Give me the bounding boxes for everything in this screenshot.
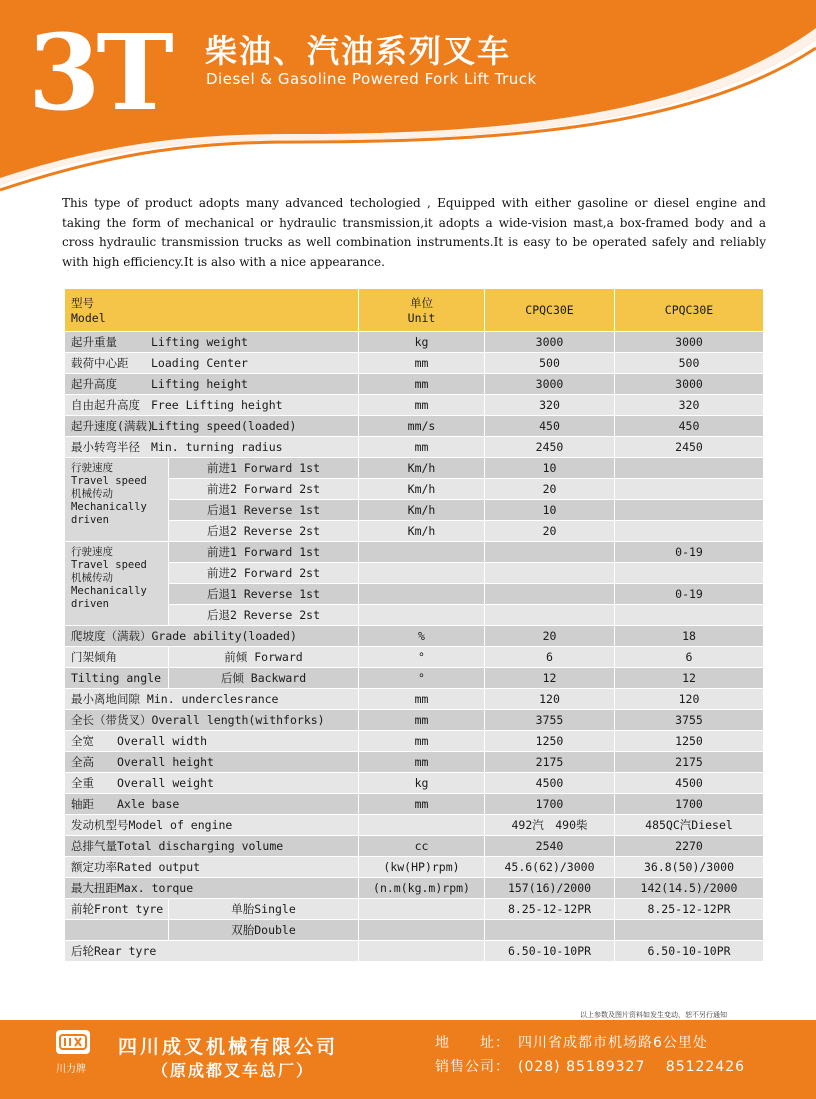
company-former-name: （原成都叉车总厂） — [152, 1061, 315, 1080]
tilt-forward-row — [65, 647, 764, 668]
gear-cn: 前进2 — [206, 566, 237, 580]
spec-unit: mm — [359, 374, 485, 395]
company-address: 地 址： 四川省成都市机场路6公里处 — [435, 1035, 708, 1051]
spec-row — [65, 332, 764, 353]
speed-unit — [359, 563, 485, 584]
speed-unit — [359, 542, 485, 563]
spec-unit: mm — [359, 689, 485, 710]
gear-cn: 后退2 — [206, 608, 237, 622]
group-label-line: driven — [71, 514, 109, 526]
title-chinese: 柴油、汽油系列叉车 — [205, 32, 512, 70]
front-tyre-value-2: 8.25-12-12PR — [615, 899, 764, 920]
spec-row — [65, 353, 764, 374]
spec-value-2: 500 — [615, 353, 764, 374]
speed-unit: Km/h — [359, 500, 485, 521]
spec-value-2: 1700 — [615, 794, 764, 815]
group-label-line: 行驶速度 — [71, 546, 113, 558]
spec-value-2: 2270 — [615, 836, 764, 857]
rear-tyre-value-1: 6.50-10-10PR — [485, 941, 615, 962]
travel-speed-group-label — [65, 542, 169, 626]
gear-cn: 后退1 — [206, 503, 237, 517]
spec-value-2: 3755 — [615, 710, 764, 731]
group-label-line: 机械传动 — [71, 488, 113, 500]
header-model-cn: 型号 — [71, 296, 94, 310]
speed-value-1 — [485, 542, 615, 563]
spec-label-cn: 起升高度 — [71, 377, 117, 391]
speed-value-1 — [485, 584, 615, 605]
tilt-value-1: 12 — [485, 668, 615, 689]
group-label-line: Travel speed — [71, 559, 147, 571]
gear-en: Forward 2st — [243, 566, 321, 580]
gear-cn: 后退1 — [206, 587, 237, 601]
spec-label-en: Loading Center — [151, 356, 248, 370]
speed-gear-label — [169, 479, 359, 500]
spec-unit: mm — [359, 395, 485, 416]
rear-tyre-label: 后轮Rear tyre — [65, 941, 359, 962]
group-label-line: Mechanically — [71, 501, 147, 513]
speed-gear-label — [169, 605, 359, 626]
grade-value-2: 18 — [615, 626, 764, 647]
rear-tyre-value-2: 6.50-10-10PR — [615, 941, 764, 962]
spec-row — [65, 710, 764, 731]
spec-label — [65, 353, 359, 374]
speed-value-2 — [615, 458, 764, 479]
spec-unit: mm — [359, 794, 485, 815]
brand-name: 川力牌 — [56, 1064, 86, 1075]
speed-gear-label — [169, 500, 359, 521]
spec-value-2: 3000 — [615, 374, 764, 395]
footer-bar — [0, 1020, 816, 1099]
speed-row — [65, 563, 764, 584]
brand-logo-icon — [56, 1030, 90, 1054]
header-model-en: Model — [71, 311, 106, 325]
spec-label: 最小离地间隙 Min. underclesrance — [65, 689, 359, 710]
spec-value-1: 157(16)/2000 — [485, 878, 615, 899]
spec-row — [65, 857, 764, 878]
spec-row — [65, 752, 764, 773]
gear-cn: 后退2 — [206, 524, 237, 538]
spec-label: 全长（带货叉）Overall length(withforks) — [65, 710, 359, 731]
tilt-direction: 前倾 Forward — [169, 647, 359, 668]
speed-value-2 — [615, 605, 764, 626]
spec-label — [65, 332, 359, 353]
spec-value-1: 120 — [485, 689, 615, 710]
spec-value-2: 450 — [615, 416, 764, 437]
front-tyre-value-1: 8.25-12-12PR — [485, 899, 615, 920]
gear-en: Forward 2st — [243, 482, 321, 496]
speed-value-2 — [615, 521, 764, 542]
intro-paragraph: This type of product adopts many advanced techologied , Equipped with either gasoline or diesel engine and taking the form of mechanical or hydraulic transmission,it adopts a wide-vision mast,a box-framed body and a cross hydraulic transmission trucks as well combination instruments.It is easy to be operated safely and reliably with high efficiency.It is also with a nice appearance. — [62, 196, 766, 269]
rear-tyre-row — [65, 941, 764, 962]
spec-label-cn: 起升速度(满载) — [71, 419, 154, 433]
spec-label-cn: 起升重量 — [71, 335, 117, 349]
spec-label: 发动机型号Model of engine — [65, 815, 359, 836]
spec-label: 总排气量Total discharging volume — [65, 836, 359, 857]
tilt-value-1: 6 — [485, 647, 615, 668]
header-unit-cn: 单位 — [410, 296, 433, 310]
spec-unit — [359, 815, 485, 836]
company-name: 四川成叉机械有限公司 — [118, 1036, 339, 1058]
speed-value-1: 20 — [485, 479, 615, 500]
spec-value-2: 120 — [615, 689, 764, 710]
double-tyre-value-1 — [485, 920, 615, 941]
travel-speed-group-label — [65, 458, 169, 542]
spec-value-1: 450 — [485, 416, 615, 437]
header-unit-cell — [359, 289, 485, 332]
group-label-line: 机械传动 — [71, 572, 113, 584]
spec-label: 全重 Overall weight — [65, 773, 359, 794]
spec-table — [64, 288, 764, 962]
gear-cn: 前进2 — [206, 482, 237, 496]
speed-value-2: 0-19 — [615, 584, 764, 605]
spec-value-1: 320 — [485, 395, 615, 416]
grade-label: 爬坡度（满载）Grade ability(loaded) — [65, 626, 359, 647]
spec-value-2: 2450 — [615, 437, 764, 458]
speed-value-1 — [485, 605, 615, 626]
spec-unit: cc — [359, 836, 485, 857]
spec-unit: kg — [359, 773, 485, 794]
speed-gear-label — [169, 542, 359, 563]
spec-label-cn: 最小转弯半径 — [71, 440, 140, 454]
speed-unit: Km/h — [359, 479, 485, 500]
front-tyre-type: 单胎Single — [169, 899, 359, 920]
double-tyre-value-2 — [615, 920, 764, 941]
spec-row — [65, 437, 764, 458]
spec-label: 全高 Overall height — [65, 752, 359, 773]
speed-row — [65, 458, 764, 479]
speed-value-2 — [615, 500, 764, 521]
header-model-1: CPQC30E — [485, 289, 615, 332]
spec-value-2: 2175 — [615, 752, 764, 773]
spec-label-en: Lifting height — [151, 377, 248, 391]
double-tyre-unit — [359, 920, 485, 941]
spec-value-1: 4500 — [485, 773, 615, 794]
spec-value-2: 1250 — [615, 731, 764, 752]
spec-label-cn: 载荷中心距 — [71, 356, 129, 370]
speed-row — [65, 500, 764, 521]
spec-value-1: 3755 — [485, 710, 615, 731]
spec-value-2: 3000 — [615, 332, 764, 353]
speed-value-2 — [615, 563, 764, 584]
spec-value-1: 492汽 490柴 — [485, 815, 615, 836]
header-model-2: CPQC30E — [615, 289, 764, 332]
speed-value-1 — [485, 563, 615, 584]
gear-en: Forward 1st — [243, 545, 321, 559]
rear-tyre-unit — [359, 941, 485, 962]
tilt-label: Tilting angle — [65, 668, 169, 689]
gear-cn: 前进1 — [206, 545, 237, 559]
spec-row — [65, 878, 764, 899]
speed-value-1: 10 — [485, 500, 615, 521]
spec-label: 轴距 Axle base — [65, 794, 359, 815]
front-tyre-label: 前轮Front tyre — [65, 899, 169, 920]
spec-label-en: Min. turning radius — [151, 440, 283, 454]
front-tyre-row — [65, 899, 764, 920]
model-capacity-title: 3T — [28, 11, 170, 134]
spec-row — [65, 836, 764, 857]
spec-unit: mm/s — [359, 416, 485, 437]
speed-gear-label — [169, 521, 359, 542]
spec-value-1: 500 — [485, 353, 615, 374]
spec-value-1: 3000 — [485, 332, 615, 353]
speed-row — [65, 521, 764, 542]
spec-value-1: 1700 — [485, 794, 615, 815]
tilt-value-2: 12 — [615, 668, 764, 689]
double-tyre-blank — [65, 920, 169, 941]
spec-label-cn: 自由起升高度 — [71, 398, 140, 412]
spec-label: 最大扭距Max. torque — [65, 878, 359, 899]
tilt-unit: ° — [359, 668, 485, 689]
spec-value-1: 3000 — [485, 374, 615, 395]
spec-unit: mm — [359, 731, 485, 752]
grade-row — [65, 626, 764, 647]
spec-label-en: Free Lifting height — [151, 398, 283, 412]
tilt-label: 门架倾角 — [65, 647, 169, 668]
speed-gear-label — [169, 584, 359, 605]
title-english: Diesel & Gasoline Powered Fork Lift Truck — [206, 70, 537, 88]
speed-value-2: 0-19 — [615, 542, 764, 563]
spec-value-1: 2540 — [485, 836, 615, 857]
spec-unit: mm — [359, 353, 485, 374]
spec-row — [65, 731, 764, 752]
spec-unit: mm — [359, 710, 485, 731]
tilt-value-2: 6 — [615, 647, 764, 668]
spec-label-en: Lifting speed(loaded) — [151, 419, 297, 433]
spec-label — [65, 437, 359, 458]
spec-row — [65, 815, 764, 836]
speed-unit — [359, 584, 485, 605]
tilt-direction: 后倾 Backward — [169, 668, 359, 689]
spec-unit: (n.m(kg.m)rpm) — [359, 878, 485, 899]
table-header-row — [65, 289, 764, 332]
double-tyre-type: 双胎Double — [169, 920, 359, 941]
spec-label: 全宽 Overall width — [65, 731, 359, 752]
spec-row — [65, 794, 764, 815]
spec-unit: kg — [359, 332, 485, 353]
front-tyre-unit — [359, 899, 485, 920]
group-label-line: Travel speed — [71, 475, 147, 487]
speed-value-1: 10 — [485, 458, 615, 479]
gear-en: Forward 1st — [243, 461, 321, 475]
gear-en: Reverse 2st — [243, 608, 321, 622]
speed-row — [65, 584, 764, 605]
group-label-line: Mechanically — [71, 585, 147, 597]
spec-label: 额定功率Rated output — [65, 857, 359, 878]
spec-value-1: 2175 — [485, 752, 615, 773]
group-label-line: driven — [71, 598, 109, 610]
tilt-unit: ° — [359, 647, 485, 668]
gear-en: Reverse 2st — [243, 524, 321, 538]
gear-cn: 前进1 — [206, 461, 237, 475]
sales-phone: 销售公司： (028) 85189327 85122426 — [435, 1059, 746, 1075]
grade-value-1: 20 — [485, 626, 615, 647]
tilt-backward-row — [65, 668, 764, 689]
spec-label-en: Lifting weight — [151, 335, 248, 349]
spec-row — [65, 395, 764, 416]
spec-unit: mm — [359, 437, 485, 458]
spec-value-2: 485QC汽Diesel — [615, 815, 764, 836]
spec-row — [65, 416, 764, 437]
spec-row — [65, 374, 764, 395]
speed-row — [65, 479, 764, 500]
spec-value-2: 36.8(50)/3000 — [615, 857, 764, 878]
spec-row — [65, 773, 764, 794]
spec-value-1: 45.6(62)/3000 — [485, 857, 615, 878]
speed-unit: Km/h — [359, 458, 485, 479]
spec-label — [65, 395, 359, 416]
spec-value-2: 320 — [615, 395, 764, 416]
gear-en: Reverse 1st — [243, 587, 321, 601]
speed-row — [65, 542, 764, 563]
grade-unit: % — [359, 626, 485, 647]
speed-value-1: 20 — [485, 521, 615, 542]
spec-label — [65, 416, 359, 437]
double-tyre-row — [65, 920, 764, 941]
speed-gear-label — [169, 458, 359, 479]
spec-row — [65, 689, 764, 710]
header-unit-en: Unit — [407, 311, 436, 325]
spec-value-1: 2450 — [485, 437, 615, 458]
spec-unit: mm — [359, 752, 485, 773]
speed-value-2 — [615, 479, 764, 500]
speed-gear-label — [169, 563, 359, 584]
speed-row — [65, 605, 764, 626]
speed-unit: Km/h — [359, 521, 485, 542]
gear-en: Reverse 1st — [243, 503, 321, 517]
spec-value-2: 4500 — [615, 773, 764, 794]
header-model-cell — [65, 289, 359, 332]
footnote: 以上参数及图片资料如发生变动，恕不另行通知 — [580, 1011, 727, 1019]
spec-label — [65, 374, 359, 395]
group-label-line: 行驶速度 — [71, 462, 113, 474]
spec-value-2: 142(14.5)/2000 — [615, 878, 764, 899]
spec-value-1: 1250 — [485, 731, 615, 752]
speed-unit — [359, 605, 485, 626]
spec-unit: (kw(HP)rpm) — [359, 857, 485, 878]
